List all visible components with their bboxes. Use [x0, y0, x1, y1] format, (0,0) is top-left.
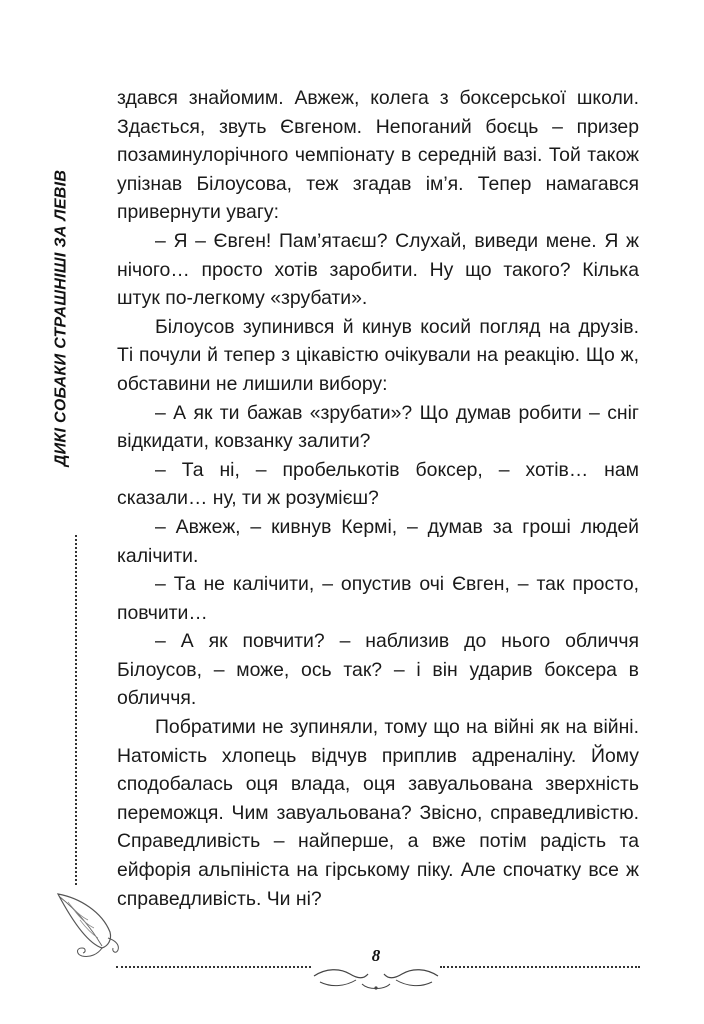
running-head — [41, 150, 81, 485]
paragraph: – А як повчити? – наблизив до нього обличчя Білоусов, – може, ось так? – і він ударив боксера в обличчя. — [117, 630, 639, 710]
paragraph: Побратими не зупиняли, тому що на війні як на війні. Натомість хлопець відчув приплив адреналіну. Йому сподобалась оця влада, оця завуальована зверхність переможця. Чим завуальована? Звісно, справедливістю. Справедливість – найперше, а вже потім радість та ейфорія альпініста на гірському піку. Але спочатку все ж справедливість. Чи ні? — [117, 716, 639, 910]
footer-dotted-rule-right — [440, 966, 640, 968]
running-head-title: ДИКІ СОБАКИ СТРАШНІШІ ЗА ЛЕВІВ — [52, 169, 70, 466]
paragraph: Білоусов зупинився й кинув косий погляд на друзів. Ті почули й тепер з цікавістю очікували на реакцію. Що ж, обставини не лишили вибору: — [117, 315, 639, 395]
paragraph: – Авжеж, – кивнув Кермі, – думав за гроші людей калічити. — [117, 515, 639, 567]
paragraph: здався знайомим. Авжеж, колега з боксерської школи. Здається, звуть Євгеном. Непоганий боєць – призер позаминулорічного чемпіонату в середній вазі. Той також упізнав Білоусова, теж згадав ім’я. Тепер намагався привернути увагу: — [117, 87, 639, 224]
vertical-dotted-rule — [75, 535, 77, 885]
paragraph: – Я – Євген! Пам’ятаєш? Слухай, виведи мене. Я ж нічого… просто хотів заробити. Ну що такого? Кілька штук по-легкому «зрубати». — [117, 229, 639, 310]
paragraph: – Та не калічити, – опустив очі Євген, – так просто, повчити… — [117, 573, 639, 624]
paragraph: – Та ні, – пробелькотів боксер, – хотів… нам сказали… ну, ти ж розумієш? — [117, 458, 639, 510]
page-body-text — [117, 84, 639, 913]
page-footer — [116, 944, 640, 994]
footer-dotted-rule-left — [116, 966, 311, 968]
paragraph: – А як ти бажав «зрубати»? Що думав робити – сніг відкидати, ковзанку залити? — [117, 401, 639, 453]
page-number: 8 — [371, 946, 381, 965]
